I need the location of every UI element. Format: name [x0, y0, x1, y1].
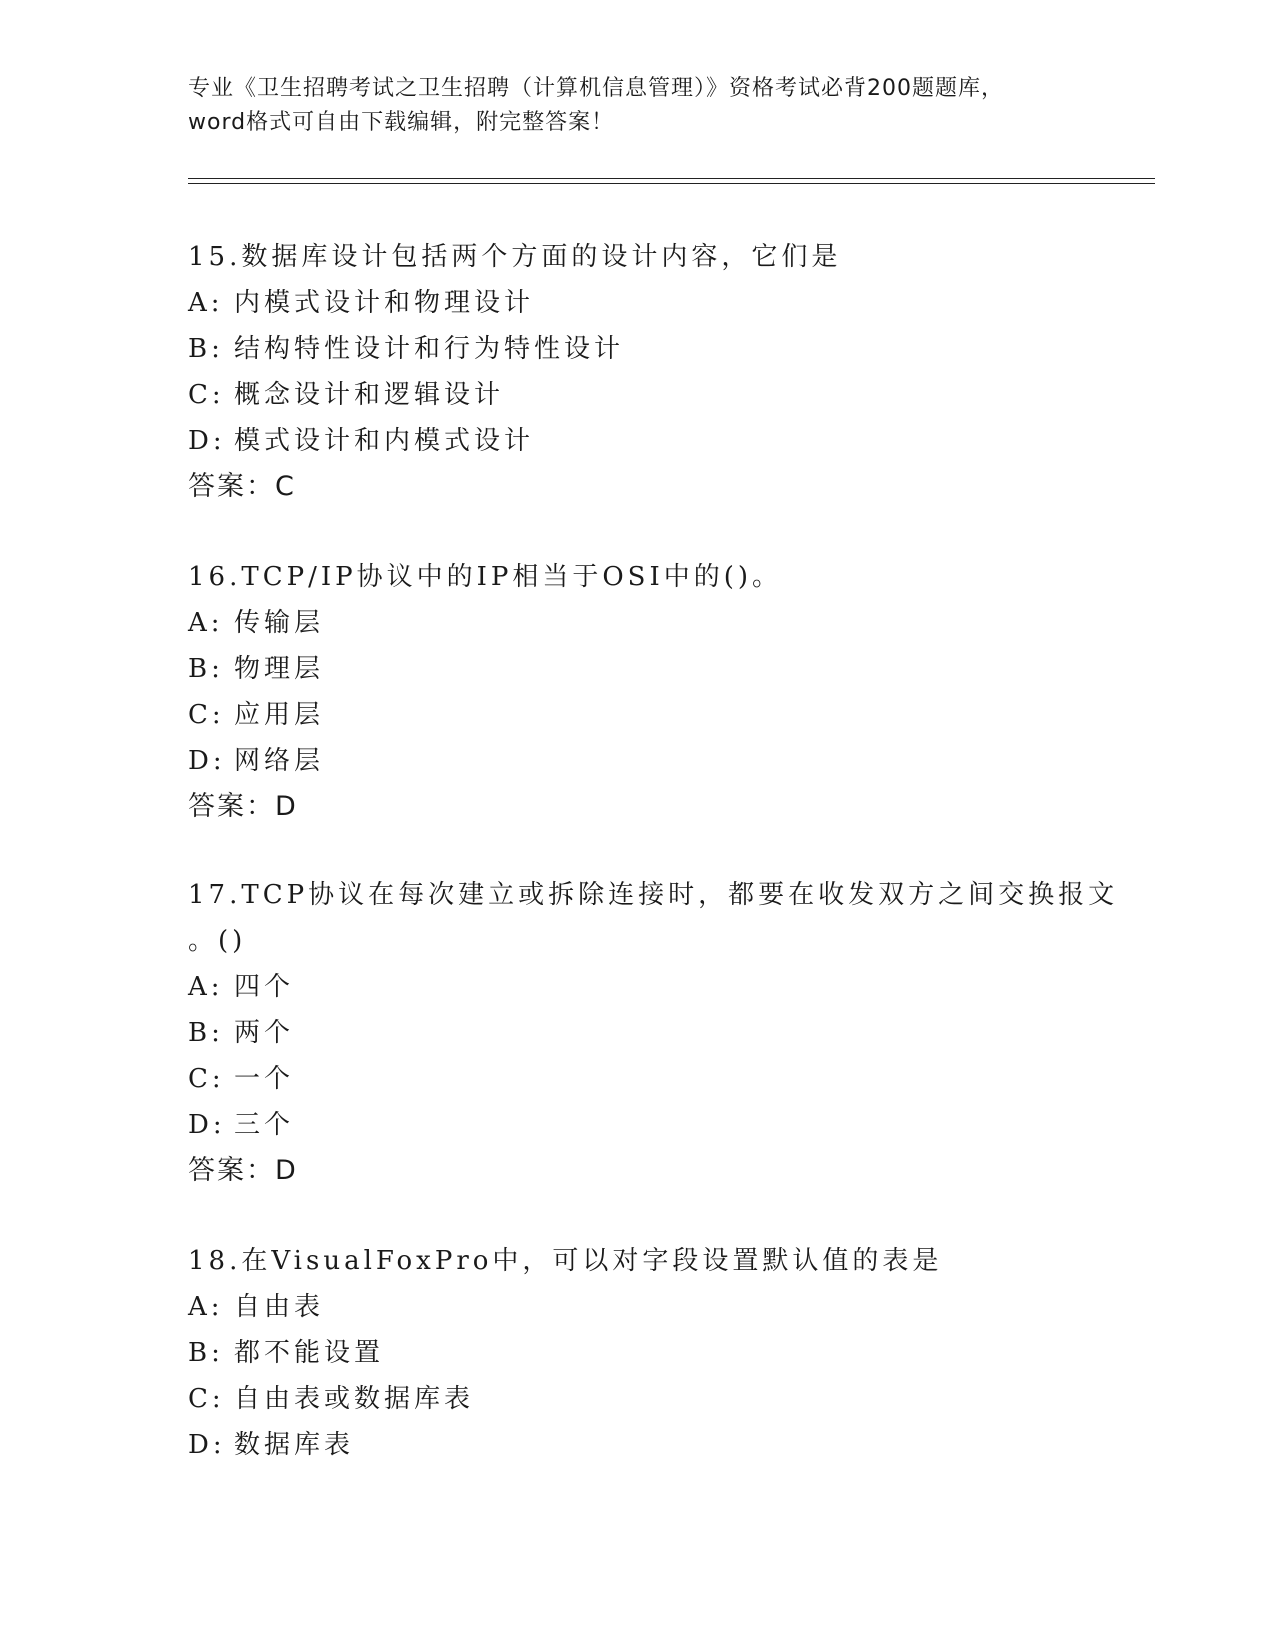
option-d [188, 1102, 1088, 1148]
option-text: 数据库表 [234, 1430, 355, 1460]
option-letter: C: [188, 1064, 225, 1094]
option-d [188, 1422, 1088, 1468]
answer-text: 答案：D [188, 791, 298, 822]
question-17 [188, 872, 1119, 1194]
question-text: 15.数据库设计包括两个方面的设计内容，它们是 [188, 242, 842, 272]
question-text: 16.TCP/IP协议中的IP相当于OSI中的()。 [188, 562, 783, 592]
option-letter: A: [188, 288, 224, 318]
option-text: 都不能设置 [234, 1338, 385, 1368]
option-text: 一个 [234, 1064, 295, 1094]
option-letter: A: [188, 608, 224, 638]
option-letter: D: [188, 746, 226, 776]
header-divider-top [188, 178, 1155, 179]
option-text: 传输层 [234, 608, 325, 638]
option-a [188, 600, 1088, 646]
option-b [188, 326, 1088, 372]
question-text: 18.在VisualFoxPro中，可以对字段设置默认值的表是 [188, 1246, 943, 1276]
option-text: 网络层 [234, 746, 325, 776]
option-a [188, 280, 1088, 326]
answer-text: 答案：D [188, 1155, 298, 1186]
option-letter: B: [188, 334, 224, 364]
option-letter: B: [188, 1338, 224, 1368]
option-letter: D: [188, 426, 226, 456]
option-c [188, 1056, 1088, 1102]
option-a [188, 964, 1088, 1010]
option-letter: A: [188, 1292, 224, 1322]
option-letter: D: [188, 1430, 226, 1460]
option-c [188, 372, 1088, 418]
option-d [188, 418, 1088, 464]
option-b [188, 1330, 1088, 1376]
option-text: 结构特性设计和行为特性设计 [234, 334, 625, 364]
header-line-2: word格式可自由下载编辑，附完整答案！ [188, 110, 615, 135]
answer-text: 答案：C [188, 471, 296, 502]
option-text: 应用层 [234, 700, 325, 730]
option-text: 物理层 [234, 654, 325, 684]
header-divider-bottom [188, 183, 1155, 184]
option-text: 自由表或数据库表 [234, 1384, 475, 1414]
question-18 [188, 1238, 1088, 1468]
option-text: 概念设计和逻辑设计 [234, 380, 505, 410]
option-a [188, 1284, 1088, 1330]
option-text: 四个 [234, 972, 295, 1002]
option-text: 三个 [234, 1110, 295, 1140]
option-text: 模式设计和内模式设计 [234, 426, 535, 456]
option-d [188, 738, 1088, 784]
option-letter: D: [188, 1110, 226, 1140]
option-letter: A: [188, 972, 224, 1002]
option-text: 两个 [234, 1018, 295, 1048]
option-c [188, 1376, 1088, 1422]
option-letter: C: [188, 380, 225, 410]
question-16 [188, 554, 1088, 830]
document-header [188, 72, 1088, 140]
option-letter: B: [188, 654, 224, 684]
option-letter: C: [188, 700, 225, 730]
option-text: 自由表 [234, 1292, 325, 1322]
option-text: 内模式设计和物理设计 [234, 288, 535, 318]
question-text: 17.TCP协议在每次建立或拆除连接时，都要在收发双方之间交换报文 [188, 880, 1119, 910]
question-text-continued: 。() [188, 926, 247, 956]
option-letter: B: [188, 1018, 224, 1048]
option-letter: C: [188, 1384, 225, 1414]
question-15 [188, 234, 1088, 510]
option-b [188, 646, 1088, 692]
header-line-1: 专业《卫生招聘考试之卫生招聘（计算机信息管理）》资格考试必背200题题库， [188, 76, 1004, 101]
option-b [188, 1010, 1088, 1056]
option-c [188, 692, 1088, 738]
